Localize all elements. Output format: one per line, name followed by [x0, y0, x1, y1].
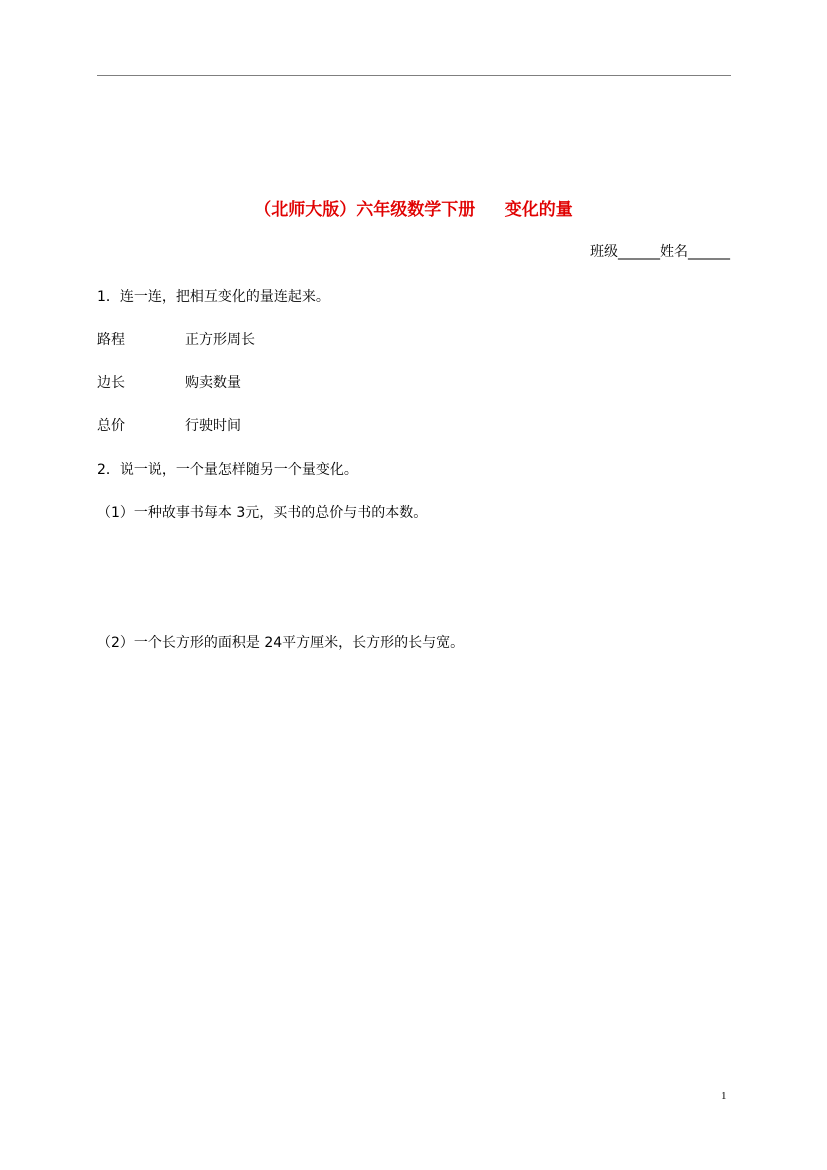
question-2-item: （2）一个长方形的面积是 24平方厘米，长方形的长与宽。 [97, 635, 465, 651]
q1-left-item: 路程 [97, 332, 125, 348]
q1-left-item: 总价 [97, 418, 125, 434]
header-rule [97, 75, 731, 76]
document-title: （北师大版）六年级数学下册 变化的量 [254, 200, 573, 220]
question-1-prompt: 1．连一连，把相互变化的量连起来。 [97, 289, 330, 305]
page-number: 1 [721, 1090, 727, 1102]
question-2-prompt: 2．说一说，一个量怎样随另一个量变化。 [97, 462, 358, 478]
q1-left-item: 边长 [97, 375, 125, 391]
question-2-item: （1）一种故事书每本 3元，买书的总价与书的本数。 [97, 505, 428, 521]
class-name-line: 班级______姓名______ [590, 244, 730, 260]
q1-right-item: 正方形周长 [185, 332, 255, 348]
q1-right-item: 购卖数量 [185, 375, 241, 391]
q1-right-item: 行驶时间 [185, 418, 241, 434]
